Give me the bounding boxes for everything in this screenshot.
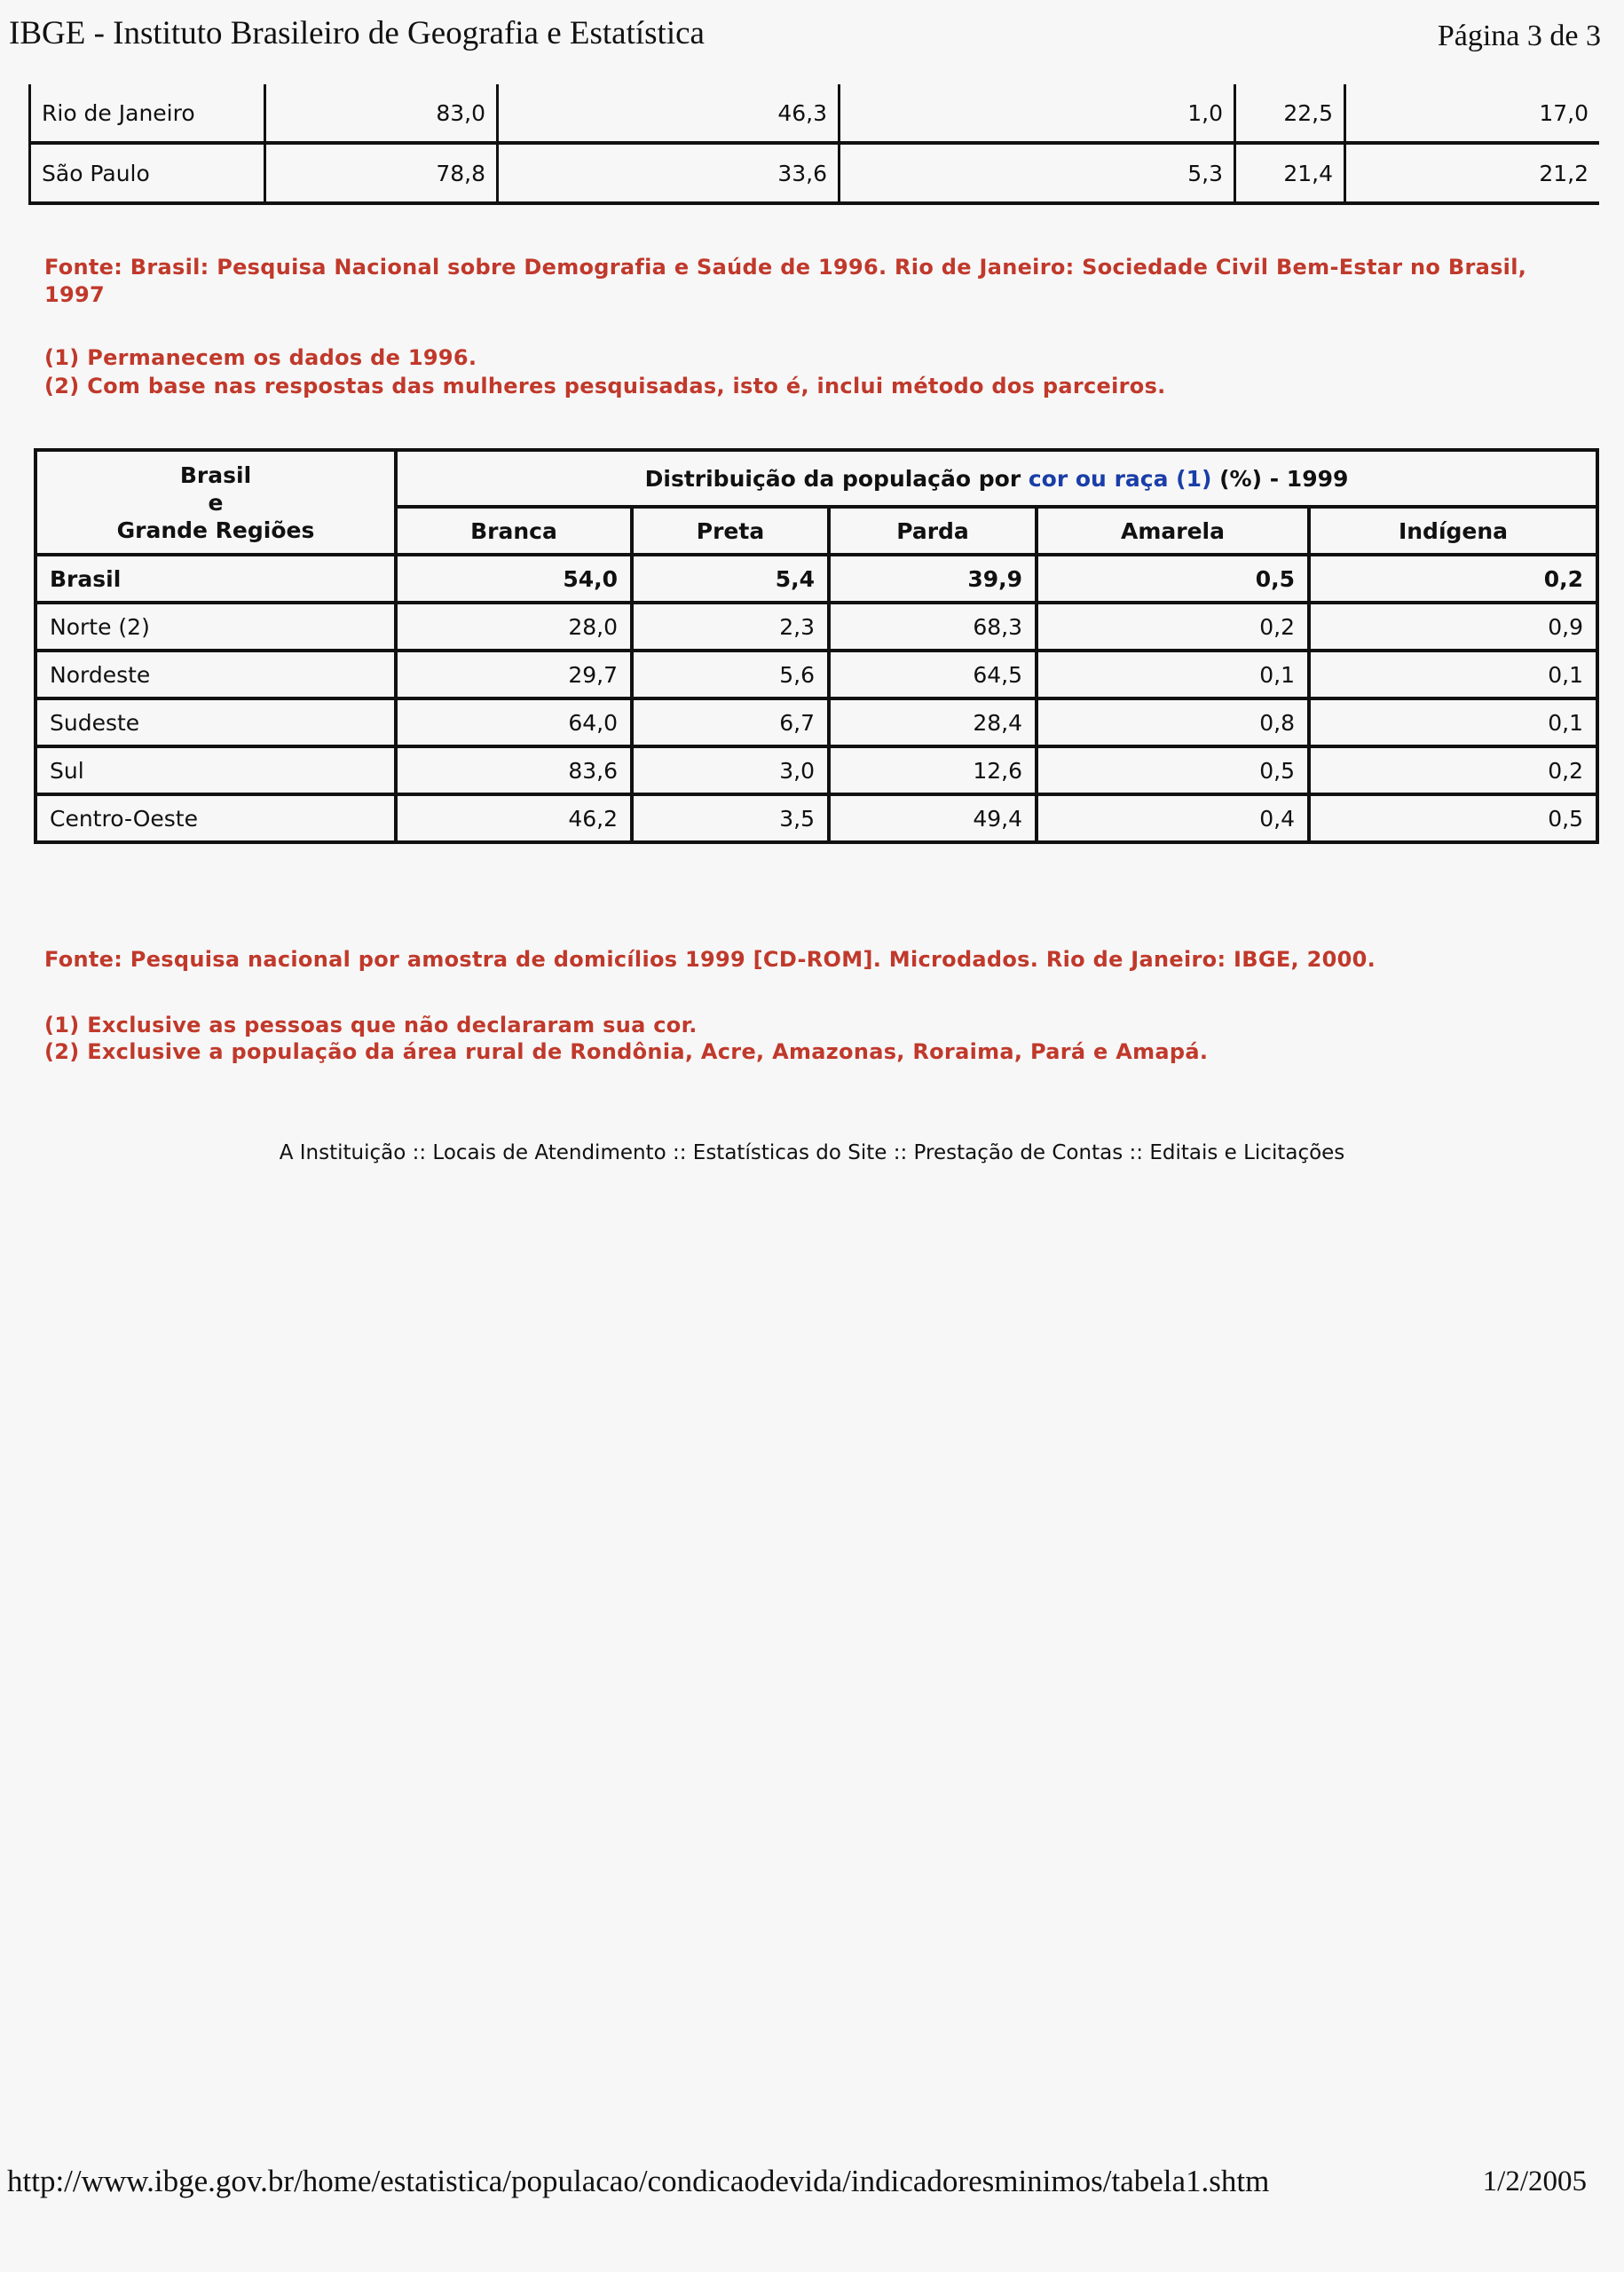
row-label: São Paulo [28,145,264,201]
table-cell: 78,8 [264,145,496,201]
table-cell: 83,6 [396,746,632,794]
footnote-3: (1) Exclusive as pessoas que não declararam sua cor. [44,1013,698,1037]
table-cell: 6,7 [632,698,829,746]
row-label: Sul [35,746,396,794]
link-separator: :: [666,1141,693,1164]
table-title-text: (%) - 1999 [1211,465,1349,492]
column-header: Indígena [1309,507,1597,555]
source-note-2: Fonte: Pesquisa nacional por amostra de domicílios 1999 [CD-ROM]. Microdados. Rio de Janeiro: IBGE, 2000. [44,947,1376,972]
table-cell: 3,5 [632,794,829,842]
table-cell: 46,3 [496,84,838,141]
table-cell: 12,6 [829,746,1037,794]
page-header-title: IBGE - Instituto Brasileiro de Geografia e Estatística [9,15,705,51]
row-label: Centro-Oeste [35,794,396,842]
table-cell: 0,8 [1037,698,1309,746]
table-cell: 0,1 [1037,651,1309,698]
table-cell: 0,2 [1309,746,1597,794]
link-service-locations[interactable]: Locais de Atendimento [432,1141,666,1164]
table-cell: 1,0 [838,84,1234,141]
population-by-color-table [34,448,1599,844]
region-header-line: Grande Regiões [116,517,315,543]
table-cell: 49,4 [829,794,1037,842]
footer-nav [0,1141,1624,1164]
table-cell: 3,0 [632,746,829,794]
region-header [35,450,396,555]
footnote-2: (2) Com base nas respostas das mulheres pesquisadas, isto é, inclui método dos parceiros. [44,374,1166,398]
column-header: Preta [632,507,829,555]
table-row [35,603,1597,651]
row-label: Rio de Janeiro [28,84,264,141]
footnote-4: (2) Exclusive a população da área rural de Rondônia, Acre, Amazonas, Roraima, Pará e Amapá. [44,1039,1209,1064]
table-title [396,450,1597,507]
table-cell: 28,4 [829,698,1037,746]
table-cell: 39,9 [829,555,1037,603]
table-cell: 0,5 [1309,794,1597,842]
table-cell: 0,1 [1309,651,1597,698]
region-header-line: Brasil [179,462,252,488]
table-row [35,794,1597,842]
table-row [35,555,1597,603]
table-row [35,698,1597,746]
row-label: Sudeste [35,698,396,746]
table-cell: 0,2 [1037,603,1309,651]
table-row [28,145,1599,205]
table-cell: 64,0 [396,698,632,746]
table-cell: 21,2 [1344,145,1599,201]
table-cell: 64,5 [829,651,1037,698]
table-cell: 54,0 [396,555,632,603]
page-number: Página 3 de 3 [1437,20,1601,52]
region-header-line: e [208,489,224,516]
column-header: Branca [396,507,632,555]
table-cell: 5,6 [632,651,829,698]
table-cell: 28,0 [396,603,632,651]
color-race-link[interactable]: cor ou raça (1) [1028,465,1212,492]
row-label: Nordeste [35,651,396,698]
table-row [35,651,1597,698]
table-cell: 29,7 [396,651,632,698]
link-accountability[interactable]: Prestação de Contas [913,1141,1123,1164]
table-cell: 0,5 [1037,555,1309,603]
table-cell: 0,5 [1037,746,1309,794]
table-cell: 0,9 [1309,603,1597,651]
table-cell: 46,2 [396,794,632,842]
table-row [35,746,1597,794]
page-url: http://www.ibge.gov.br/home/estatistica/populacao/condicaodevida/indicadoresminimos/tabela1.shtm [7,2164,1270,2198]
link-separator: :: [406,1141,433,1164]
table-cell: 33,6 [496,145,838,201]
table-row [28,84,1599,145]
table-cell: 68,3 [829,603,1037,651]
link-site-statistics[interactable]: Estatísticas do Site [692,1141,887,1164]
link-separator: :: [1123,1141,1150,1164]
table-cell: 83,0 [264,84,496,141]
table-cell: 2,3 [632,603,829,651]
footnote-1: (1) Permanecem os dados de 1996. [44,345,477,370]
column-header: Parda [829,507,1037,555]
print-date: 1/2/2005 [1482,2166,1587,2197]
table-cell: 0,4 [1037,794,1309,842]
table-cell: 0,1 [1309,698,1597,746]
column-header: Amarela [1037,507,1309,555]
source-note-1: Fonte: Brasil: Pesquisa Nacional sobre Demografia e Saúde de 1996. Rio de Janeiro: Sociedade Civil Bem-Estar no Brasil, 1997 [44,255,1527,307]
table-cell: 17,0 [1344,84,1599,141]
link-tenders[interactable]: Editais e Licitações [1149,1141,1345,1164]
table-cell: 5,3 [838,145,1234,201]
link-institution[interactable]: A Instituição [279,1141,406,1164]
link-separator: :: [887,1141,914,1164]
table-cell: 0,2 [1309,555,1597,603]
continued-table [28,84,1599,205]
table-cell: 21,4 [1234,145,1344,201]
row-label: Norte (2) [35,603,396,651]
row-label: Brasil [35,555,396,603]
table-cell: 5,4 [632,555,829,603]
table-title-text: Distribuição da população por [644,465,1029,492]
table-cell: 22,5 [1234,84,1344,141]
